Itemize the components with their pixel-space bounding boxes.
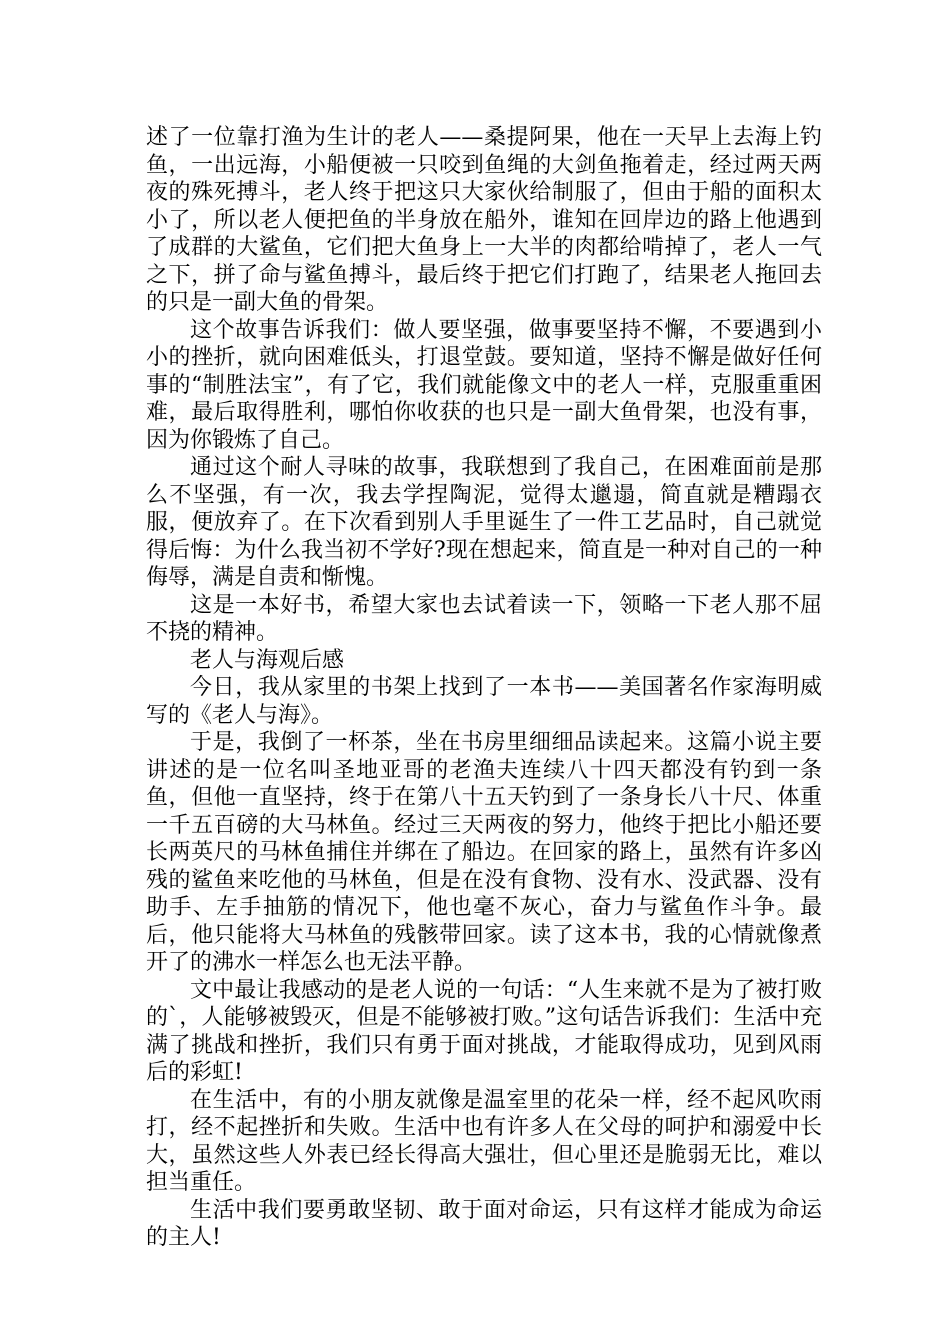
paragraph-lesson: 这个故事告诉我们：做人要坚强，做事要坚持不懈，不要遇到小小的挫折，就向困难低头，打退堂鼓。要知道，坚持不懈是做好任何事的“制胜法宝”，有了它，我们就能像文中的老人一样，克服重重困难，最后取得胜利，哪怕你收获的也只是一副大鱼骨架，也没有事，因为你锻炼了自己。 — [146, 317, 822, 453]
paragraph-life: 在生活中，有的小朋友就像是温室里的花朵一样，经不起风吹雨打，经不起挫折和失败。生活中也有许多人在父母的呵护和溺爱中长大，虽然这些人外表已经长得高大强壮，但心里还是脆弱无比，难以担当重任。 — [146, 1087, 822, 1195]
paragraph-conclusion: 生活中我们要勇敢坚韧、敢于面对命运，只有这样才能成为命运的主人! — [146, 1197, 822, 1250]
paragraph-plot: 于是，我倒了一杯茶，坐在书房里细细品读起来。这篇小说主要讲述的是一位名叫圣地亚哥的老渔夫连续八十四天都没有钓到一条鱼，但他一直坚持，终于在第八十五天钓到了一条身长八十尺、体重一千五百磅的大马林鱼。经过三天两夜的努力，他终于把比小船还要长两英尺的马林鱼捕住并绑在了船边。在回家的路上，虽然有许多凶残的鲨鱼来吃他的马林鱼，但是在没有食物、没有水、没武器、没有助手、左手抽筋的情况下，他也毫不灰心，奋力与鲨鱼作斗争。最后，他只能将大马林鱼的残骸带回家。读了这本书，我的心情就像煮开了的沸水一样怎么也无法平静。 — [146, 730, 822, 975]
paragraph-intro: 今日，我从家里的书架上找到了一本书——美国著名作家海明威写的《老人与海》。 — [146, 675, 822, 728]
document-page — [146, 124, 822, 1252]
paragraph-story-summary: 述了一位靠打渔为生计的老人——桑提阿果，他在一天早上去海上钓鱼，一出远海，小船便被一只咬到鱼绳的大剑鱼拖着走，经过两天两夜的殊死搏斗，老人终于把这只大家伙给制服了，但由于船的面积太小了，所以老人便把鱼的半身放在船外，谁知在回岸边的路上他遇到了成群的大鲨鱼，它们把大鱼身上一大半的肉都给啃掉了，老人一气之下，拼了命与鲨鱼搏斗，最后终于把它们打跑了，结果老人拖回去的只是一副大鱼的骨架。 — [146, 125, 822, 315]
paragraph-reflection: 通过这个耐人寻味的故事，我联想到了我自己，在困难面前是那么不坚强，有一次，我去学捏陶泥，觉得太邋遢，简直就是糟蹋衣服，便放弃了。在下次看到别人手里诞生了一件工艺品时，自己就觉得后悔：为什么我当初不学好?现在想起来，简直是一种对自己的一种侮辱，满是自责和惭愧。 — [146, 455, 822, 590]
paragraph-quote: 文中最让我感动的是老人说的一句话：“人生来就不是为了被打败的`，人能够被毁灭，但是不能够被打败。”这句话告诉我们：生活中充满了挑战和挫折，我们只有勇于面对挑战，才能取得成功，见到风雨后的彩虹! — [146, 977, 822, 1085]
section-title: 老人与海观后感 — [190, 647, 345, 673]
paragraph-recommendation: 这是一本好书，希望大家也去试着读一下，领略一下老人那不屈不挠的精神。 — [146, 592, 822, 645]
